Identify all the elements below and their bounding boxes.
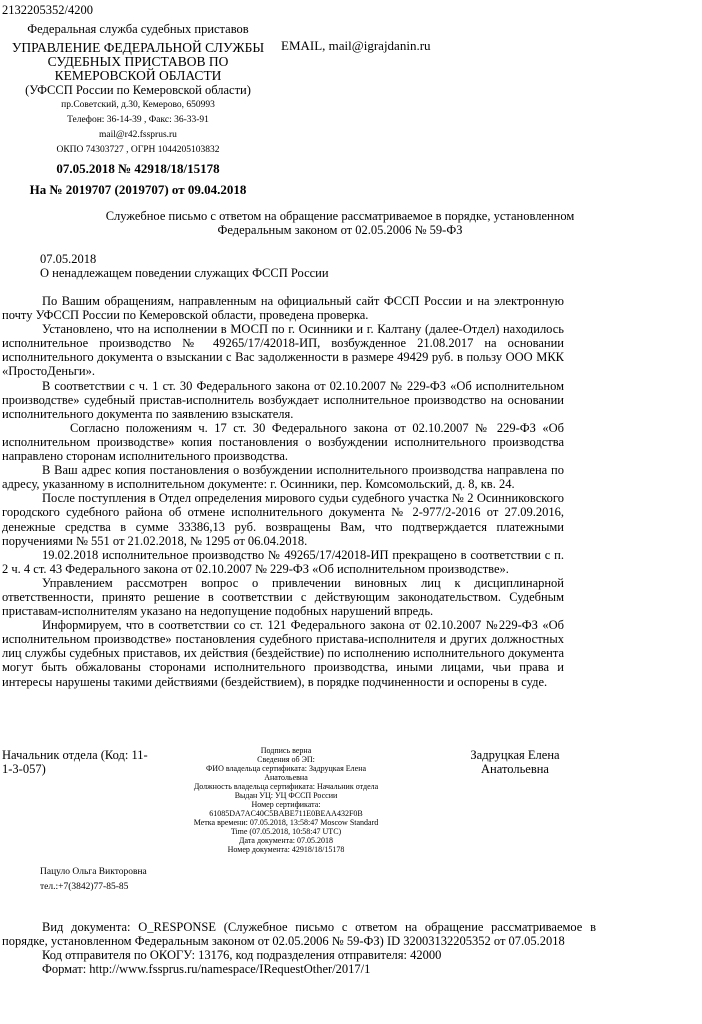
footer-doc-type: Вид документа: O_RESPONSE (Служебное письмо с ответом на обращение рассматриваемое в порядке, установленном Федеральным законом от 02.05.2006 № 59-ФЗ) ID 32003132205352 от 07.05.2018 [2, 920, 596, 949]
address: пр.Советский, д.30, Кемерово, 650993 [61, 100, 215, 110]
stamp-line: Выдан УЦ: УЦ ФССП России [234, 791, 338, 800]
body-paragraph: В соответствии с ч. 1 ст. 30 Федерального закона от 02.10.2007 № 229-ФЗ «Об исполнительном производстве» судебный пристав-исполнитель возбуждает исполнительное производство на основании исполнительного документа по заявлению взыскателя. [2, 378, 564, 421]
stamp-line: Должность владельца сертификата: Начальник отдела [193, 782, 379, 791]
stamp-line: Номер сертификата: [251, 800, 321, 809]
stamp-line: Анатольевна [264, 773, 308, 782]
recipient: EMAIL, mail@igrajdanin.ru [281, 38, 431, 53]
executor-name: Пацуло Ольга Викторовна [40, 867, 147, 877]
signer-name-line: Задруцкая Елена [470, 748, 560, 762]
executor-phone: тел.:+7(3842)77-85-85 [40, 882, 129, 892]
letterhead [2, 22, 274, 197]
body-paragraph: По Вашим обращениям, направленным на официальный сайт ФССП России и на электронную почту УФССП России по Кемеровской области, проведена проверка. [2, 294, 564, 323]
stamp-line: Подпись верна [260, 746, 312, 755]
contact-email: mail@r42.fssprus.ru [99, 130, 177, 140]
department-line: КЕМЕРОВСКОЙ ОБЛАСТИ [54, 68, 222, 83]
outgoing-number: 07.05.2018 № 42918/18/15178 [56, 161, 220, 176]
e-signature-stamp [170, 746, 402, 854]
okpo-ogrn: ОКПО 74303727 , ОГРН 1044205103832 [56, 145, 220, 155]
signer-name [440, 748, 590, 776]
body-paragraph: 19.02.2018 исполнительное производство № 49265/17/42018-ИП прекращено в соответствии с п. 2 ч. 4 ст. 43 Федерального закона от 02.10.2007 № 229-ФЗ «Об исполнительном производстве». [2, 547, 564, 576]
body-paragraph: Установлено, что на исполнении в МОСП по г. Осинники и г. Калтану (далее-Отдел) находилось исполнительное производство № 49265/17/42018-ИП, возбужденное 21.08.2017 на основании исполнительного документа о взыскании с Вас задолженности в размере 49429 руб. в пользу ООО МКК «ПростоДеньги». [2, 322, 564, 379]
stamp-line: Метка времени: 07.05.2018, 13:58:47 Moscow Standard [193, 818, 379, 827]
stamp-line: Номер документа: 42918/18/15178 [227, 845, 345, 854]
body-paragraph: После поступления в Отдел определения мирового судьи судебного участка № 2 Осинниковского городского судебного района об отмене исполнительного документа № 2-977/2-2016 от 27.09.2016, денежные средства в сумме 33386,13 руб. возвращены Вам, что подтверждается платежными поручениями № 551 от 21.02.2018, № 1295 от 06.04.2018. [2, 491, 564, 548]
footer-sender-code: Код отправителя по ОКОГУ: 13176, код подразделения отправителя: 42000 [42, 948, 442, 963]
subject-line: Служебное письмо с ответом на обращение рассматриваемое в порядке, установленном [105, 209, 575, 223]
signer-position: Начальник отдела (Код: 11-1-3-057) [2, 748, 148, 776]
service-name: Федеральная служба судебных приставов [27, 22, 249, 36]
stamp-line: Сведения об ЭП: [257, 755, 315, 764]
letter-title: О ненадлежащем поведении служащих ФССП России [40, 266, 329, 280]
department-line: СУДЕБНЫХ ПРИСТАВОВ ПО [47, 54, 229, 69]
stamp-line: Time (07.05.2018, 10:58:47 UTC) [230, 827, 342, 836]
subject-line: Федеральным законом от 02.05.2006 № 59-ФЗ [217, 223, 463, 237]
letter-body [2, 294, 564, 689]
body-paragraph: Информируем, что в соответствии со ст. 121 Федерального закона от 02.10.2007 №229-ФЗ «Об исполнительном производстве» постановления судебного пристава-исполнителя и других должностных лиц службы судебных приставов, их действия (бездействие) по исполнению исполнительного документа могут быть обжалованы сторонами исполнительного производства, иными лицами, чьи права и интересы нарушены такими действиями (бездействием), в порядке подчиненности и оспорены в суде. [2, 618, 564, 689]
department-short: (УФССП России по Кемеровской области) [25, 83, 251, 97]
stamp-line: 61085DA7AC40C5BABE711E0BEAA432F0B [209, 809, 363, 818]
document-id: 2132205352/4200 [2, 3, 93, 17]
department-line: УПРАВЛЕНИЕ ФЕДЕРАЛЬНОЙ СЛУЖБЫ [11, 40, 265, 55]
signer-name-line: Анатольевна [481, 762, 549, 776]
body-paragraph: Управлением рассмотрен вопрос о привлечении виновных лиц к дисциплинарной ответственности, принято решение в соответствии с действующим законодательством. Судебным приставам-исполнителям указано на недопущение подобных нарушений впредь. [2, 575, 564, 619]
phone-fax: Телефон: 36-14-39 , Факс: 36-33-91 [67, 115, 209, 125]
document-footer [2, 920, 596, 976]
stamp-line: ФИО владельца сертификата: Задруцкая Елена [205, 764, 367, 773]
stamp-line: Дата документа: 07.05.2018 [239, 836, 333, 845]
footer-format: Формат: http://www.fssprus.ru/namespace/IRequestOther/2017/1 [42, 962, 371, 977]
body-paragraph: Согласно положениям ч. 17 ст. 30 Федерального закона от 02.10.2007 № 229-ФЗ «Об исполнительном производстве» копия постановления о возбуждении исполнительного производства направлено сторонам исполнительного производства. [2, 420, 564, 464]
letter-date: 07.05.2018 [40, 252, 97, 266]
document-subject [20, 209, 660, 237]
department-name [2, 41, 274, 83]
body-paragraph: В Ваш адрес копия постановления о возбуждении исполнительного производства направлена по адресу, указанному в исполнительном документе: г. Осинники, пер. Комсомольский, д. 8, кв. 24. [2, 463, 564, 492]
reply-reference: На № 2019707 (2019707) от 09.04.2018 [29, 182, 247, 197]
